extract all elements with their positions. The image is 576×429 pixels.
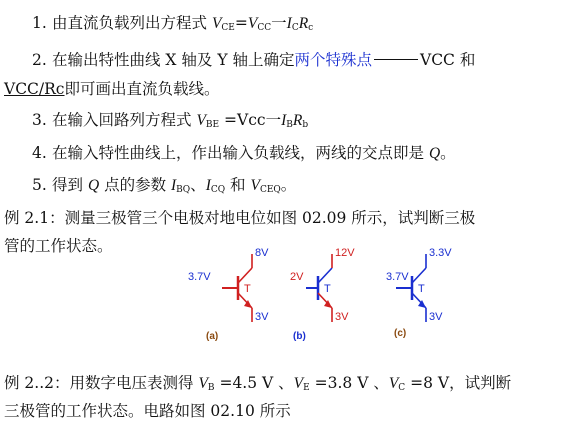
circuit-a-collector-voltage: 8V bbox=[255, 247, 269, 259]
circuit-c-base-voltage: 3.7V bbox=[386, 271, 409, 283]
circuit-a-base-voltage: 3.7V bbox=[188, 271, 211, 283]
circuit-b-collector-voltage: 12V bbox=[335, 247, 355, 259]
step-4: 4. 在输入特性曲线上，作出输入负载线，两线的交点即是 Q。 bbox=[32, 144, 456, 162]
transistor-circuit-a bbox=[188, 247, 269, 342]
example-2-2-line1: 例 2..2：用数字电压表测得 $V_B =4.5$ V 、$V_E =3.8$ V 、$V_C =8$ V，试判断 bbox=[4, 374, 512, 393]
step-2-continued: VCC/Rc即可画出直流负载线。 bbox=[4, 80, 220, 98]
transistor-circuit-c bbox=[386, 247, 452, 339]
circuit-a-t-label: T bbox=[244, 283, 251, 295]
dash-rule bbox=[374, 59, 418, 60]
highlight-special-points: 两个特殊点 bbox=[294, 51, 372, 69]
circuit-a-emitter-voltage: 3V bbox=[255, 311, 269, 323]
circuit-c-t-label: T bbox=[418, 283, 425, 295]
example-2-1-line1: 例 2.1：测量三极管三个电极对地电位如图 02.09 所示，试判断三极 bbox=[4, 209, 476, 227]
circuit-c-collector-voltage: 3.3V bbox=[429, 247, 452, 259]
example-2-1-line2: 管的工作状态。 bbox=[4, 237, 113, 255]
circuit-b-emitter-voltage: 3V bbox=[335, 311, 349, 323]
transistor-circuit-b bbox=[290, 247, 355, 342]
step-5: 5. 得到 Q 点的参数 $I_{BQ}$、$I_{CQ}$ 和 $V_{CEQ}$。 bbox=[32, 176, 297, 195]
circuit-c-caption: (c) bbox=[394, 328, 407, 339]
circuit-c-emitter-voltage: 3V bbox=[429, 311, 443, 323]
circuit-a-caption: (a) bbox=[206, 331, 219, 342]
example-2-2-line2: 三极管的工作状态。电路如图 02.10 所示 bbox=[4, 402, 291, 420]
circuit-b-caption: (b) bbox=[293, 331, 306, 342]
step-1: 1. 由直流负载列出方程式 $V_{CE}=V_{CC}$一$I_CR_c$ bbox=[32, 14, 314, 33]
transistor-figures bbox=[0, 236, 576, 356]
step-2: 2. 在输出特性曲线 X 轴及 Y 轴上确定两个特殊点 VCC 和 bbox=[32, 51, 476, 69]
circuit-b-t-label: T bbox=[324, 283, 331, 295]
step-3: 3. 在输入回路列方程式 $V_{BE} =Vcc$一$I_BR_b$ bbox=[32, 111, 309, 130]
circuit-b-base-voltage: 2V bbox=[290, 271, 304, 283]
